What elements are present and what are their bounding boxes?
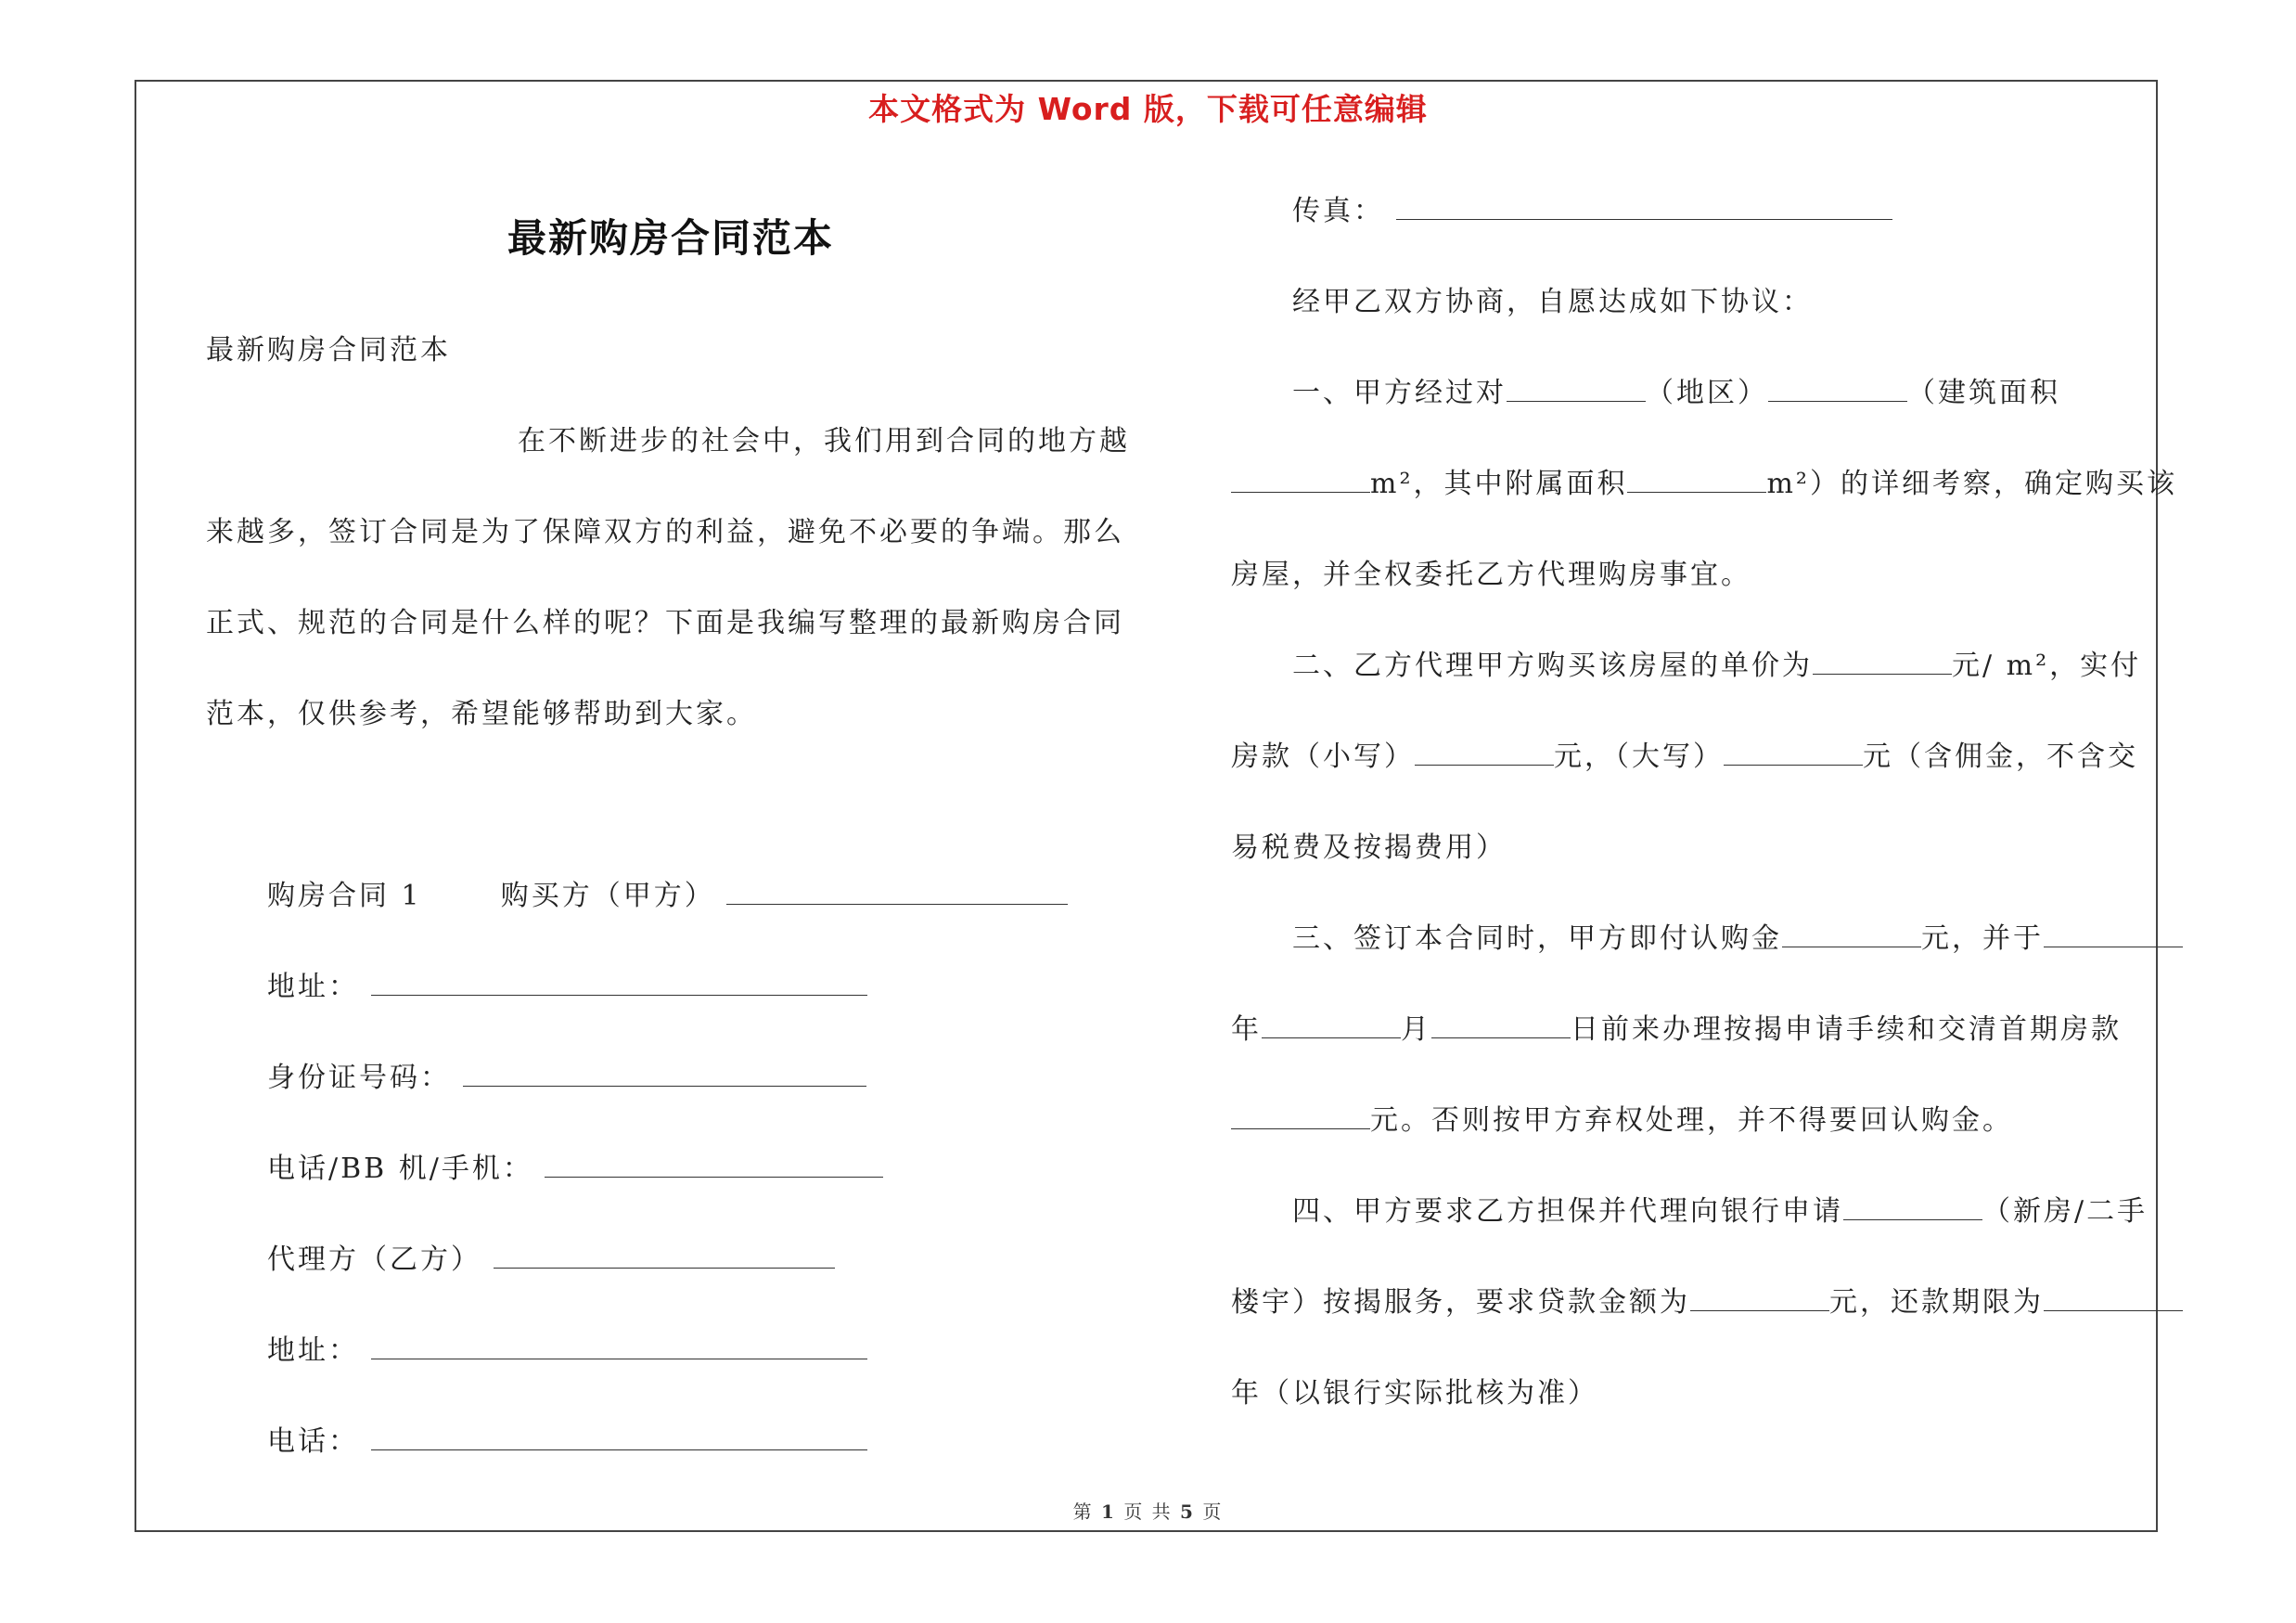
agree-line: 经甲乙双方协商，自愿达成如下协议： [1292,286,1813,318]
clause-3-text-a: 三、签订本合同时，甲方即付认购金 [1292,922,1782,955]
footer-text-a: 第 [1072,1501,1094,1523]
header-note: 本文格式为 Word 版，下载可任意编辑 [868,91,1428,127]
unit-price-blank[interactable] [1813,650,1952,675]
date-year-blank[interactable] [2044,922,2183,947]
agent-label: 代理方（乙方） [267,1243,481,1276]
clause-4-line-1 [1292,1193,2148,1230]
clause-1-line-3: 房屋，并全权委托乙方代理购房事宜。 [1231,559,1751,591]
clause-1-text-d: m²，其中附属面积 [1370,468,1628,500]
loan-term-blank[interactable] [2044,1286,2183,1311]
page-footer [0,1497,2296,1524]
area-blank[interactable] [1231,468,1370,493]
address-line [267,969,867,1006]
clause-3-text-c: 年 [1231,1013,1262,1046]
clause-1-text-a: 一、甲方经过对 [1292,377,1507,409]
id-label: 身份证号码： [267,1062,451,1094]
footer-page-number: 1 [1101,1501,1116,1523]
clause-4-text-b: （新房/二手 [1982,1195,2148,1228]
clause-2-line-2 [1231,739,2138,776]
amount-big-blank[interactable] [1724,741,1863,766]
phone-bb-line [267,1151,883,1188]
phone-bb-blank[interactable] [545,1153,883,1178]
clause-4-line-3: 年（以银行实际批核为准） [1231,1377,1598,1410]
clause-1-text-e: m²）的详细考察，确定购买该 [1766,468,2177,500]
intro-line-2: 来越多，签订合同是为了保障双方的利益，避免不必要的争端。那么 [206,516,1124,548]
contract-number: 购房合同 1 [267,880,422,912]
clause-4-text-c: 楼宇）按揭服务，要求贷款金额为 [1231,1286,1690,1319]
clause-3-text-f: 元。否则按甲方弃权处理，并不得要回认购金。 [1370,1104,2013,1137]
footer-total-pages: 5 [1180,1501,1195,1523]
address2-label: 地址： [267,1334,359,1367]
first-payment-blank[interactable] [1231,1104,1370,1129]
clause-4-line-2 [1231,1284,2183,1321]
phone-bb-label: 电话/BB 机/手机： [267,1153,533,1185]
clause-3-line-2 [1231,1011,2122,1049]
clause-2-text-e: 元（含佣金，不含交 [1863,741,2138,773]
clause-4-text-a: 四、甲方要求乙方担保并代理向银行申请 [1292,1195,1843,1228]
phone-label: 电话： [267,1425,359,1458]
contract-buyer-line [267,878,1068,915]
phone-blank[interactable] [371,1425,867,1450]
clause-3-line-1 [1292,921,2183,958]
clause-3-text-e: 日前来办理按揭申请手续和交清首期房款 [1571,1013,2122,1046]
clause-2-text-a: 二、乙方代理甲方购买该房屋的单价为 [1292,650,1813,682]
attached-area-blank[interactable] [1627,468,1766,493]
agent-line [267,1242,835,1279]
fax-line [1292,193,1892,230]
buyer-blank[interactable] [726,880,1068,905]
intro-line-4: 范本，仅供参考，希望能够帮助到大家。 [206,698,757,730]
document-title: 最新购房合同范本 [507,215,834,261]
clause-2-text-c: 房款（小写） [1231,741,1415,773]
phone-line [267,1423,867,1461]
clause-2-line-3: 易税费及按揭费用） [1231,831,1507,864]
region2-blank[interactable] [1768,377,1907,402]
region-blank[interactable] [1507,377,1646,402]
clause-1-text-c: （建筑面积 [1907,377,2060,409]
agent-blank[interactable] [494,1243,835,1269]
id-line [267,1060,866,1097]
loan-amount-blank[interactable] [1690,1286,1829,1311]
day-blank[interactable] [1431,1013,1571,1038]
clause-1-line-1 [1292,375,2060,412]
clause-1-line-2 [1231,466,2177,503]
clause-2-text-b: 元/ m²，实付 [1952,650,2142,682]
footer-text-c: 页 [1202,1501,1224,1523]
clause-1-text-b: （地区） [1646,377,1768,409]
month-blank[interactable] [1262,1013,1401,1038]
clause-2-text-d: 元，（大写） [1554,741,1724,773]
subtitle: 最新购房合同范本 [206,334,451,367]
fax-blank[interactable] [1396,195,1892,220]
intro-line-3: 正式、规范的合同是什么样的呢？下面是我编写整理的最新购房合同 [206,607,1124,639]
buyer-label: 购买方（甲方） [500,880,715,912]
intro-line-1: 在不断进步的社会中，我们用到合同的地方越 [518,425,1130,457]
id-blank[interactable] [463,1062,866,1087]
deposit-blank[interactable] [1782,922,1921,947]
clause-3-text-b: 元，并于 [1921,922,2044,955]
address-blank[interactable] [371,971,867,996]
fax-label: 传真： [1292,195,1384,227]
amount-small-blank[interactable] [1415,741,1554,766]
bank-blank[interactable] [1843,1195,1982,1220]
clause-2-line-1 [1292,648,2141,685]
clause-4-text-d: 元，还款期限为 [1829,1286,2044,1319]
address2-line [267,1333,867,1370]
address2-blank[interactable] [371,1334,867,1359]
clause-3-line-3 [1231,1102,2013,1140]
footer-text-b: 页 共 [1123,1501,1173,1523]
address-label: 地址： [267,971,359,1003]
clause-3-text-d: 月 [1401,1013,1431,1046]
